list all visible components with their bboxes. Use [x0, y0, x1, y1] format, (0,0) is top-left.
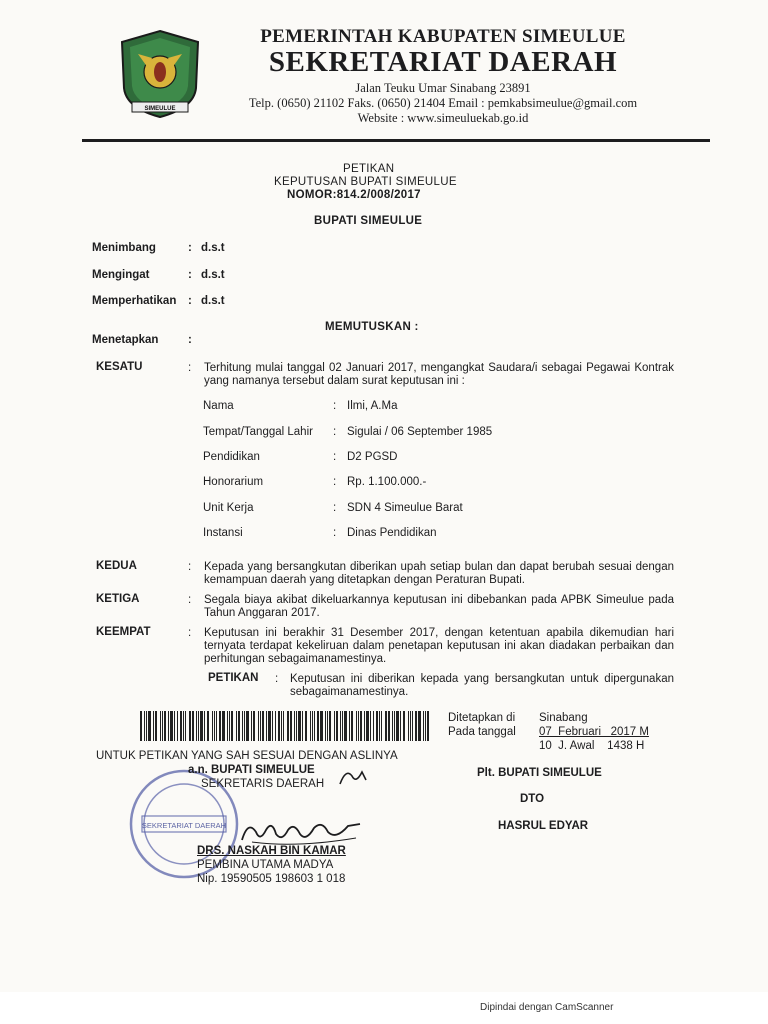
mengingat-value: d.s.t — [201, 269, 225, 281]
kedua-text: Kepada yang bersangkutan diberikan upah setiap bulan dan dapat berubah sesuai dengan kemampuan daerah yang ditetapkan dengan Peraturan Bupati. — [204, 561, 674, 586]
letterhead-government: PEMERINTAH KABUPATEN SIMEULUE — [260, 26, 626, 47]
barcode-bar — [394, 711, 395, 741]
barcode-bar — [266, 711, 267, 741]
barcode-bar — [385, 711, 387, 741]
mengingat-label: Mengingat — [92, 269, 150, 281]
barcode-bar — [310, 711, 311, 741]
paraf-initial — [336, 762, 376, 792]
barcode-bar — [231, 711, 233, 741]
petikan-note-text: Keputusan ini diberikan kepada yang bersangkutan untuk dipergunakan sebagaimanamestinya. — [290, 673, 674, 698]
barcode-bar — [189, 711, 191, 741]
left-an-bupati: a.n. BUPATI SIMEULUE — [188, 764, 315, 776]
barcode-bar — [408, 711, 409, 741]
kesatu-sep: : — [188, 362, 192, 374]
scanner-watermark: Dipindai dengan CamScanner — [480, 1002, 614, 1013]
right-signatory-dto: DTO — [520, 793, 545, 805]
detail-sep-unitkerja: : — [333, 502, 337, 514]
barcode-bar — [198, 711, 199, 741]
detail-sep-instansi: : — [333, 527, 337, 539]
barcode-bar — [183, 711, 184, 741]
memperhatikan-label: Memperhatikan — [92, 295, 177, 307]
barcode-bar — [381, 711, 382, 741]
letterhead-address: Jalan Teuku Umar Sinabang 23891 — [355, 81, 531, 95]
barcode-bar — [403, 711, 405, 741]
barcode-bar — [204, 711, 205, 741]
detail-label-honorarium: Honorarium — [203, 476, 264, 488]
detail-label-ttl: Tempat/Tanggal Lahir — [203, 426, 313, 438]
keempat-label: KEEMPAT — [96, 626, 151, 638]
barcode-bar — [370, 711, 371, 741]
keempat-text: Keputusan ini berakhir 31 Desember 2017, dengan ketentuan apabila dikemudian hari ternyata terdapat kekeliruan dalam penetapan keputusan ini akan diadakan perbaikan dan perhitungan sebagaimanamestinya. — [204, 627, 674, 665]
menimbang-label: Menimbang — [92, 242, 156, 254]
barcode-bar — [340, 711, 341, 741]
barcode-bar — [415, 711, 417, 741]
barcode-bar — [262, 711, 264, 741]
barcode-bar — [287, 711, 289, 741]
document-barcode — [140, 711, 432, 741]
barcode-bar — [344, 711, 347, 741]
barcode-bar — [272, 711, 273, 741]
barcode-bar — [246, 711, 249, 741]
detail-label-pendidikan: Pendidikan — [203, 451, 260, 463]
right-signatory-title: Plt. BUPATI SIMEULUE — [477, 767, 602, 779]
ditetapkan-label: Ditetapkan di — [448, 712, 516, 724]
barcode-bar — [290, 711, 292, 741]
barcode-bar — [146, 711, 147, 741]
memperhatikan-sep: : — [188, 295, 192, 307]
left-signatory-rank: PEMBINA UTAMA MADYA — [197, 859, 334, 871]
barcode-bar — [302, 711, 303, 741]
barcode-bar — [162, 711, 163, 741]
barcode-bar — [238, 711, 240, 741]
kedua-sep: : — [188, 561, 192, 573]
ditetapkan-value: Sinabang — [539, 712, 588, 724]
barcode-bar — [314, 711, 315, 741]
detail-sep-nama: : — [333, 400, 337, 412]
stamp-text: SEKRETARIAT DAERAH — [141, 821, 227, 830]
detail-label-instansi: Instansi — [203, 527, 243, 539]
letterhead-rule — [82, 139, 710, 142]
barcode-bar — [260, 711, 261, 741]
barcode-bar — [283, 711, 284, 741]
left-signatory-nip: Nip. 19590505 198603 1 018 — [197, 873, 346, 885]
barcode-bar — [251, 711, 252, 741]
ketiga-label: KETIGA — [96, 593, 140, 605]
detail-value-ttl: Sigulai / 06 September 1985 — [347, 426, 493, 438]
footer-band — [0, 992, 768, 1024]
menetapkan-label: Menetapkan — [92, 334, 159, 346]
barcode-bar — [155, 711, 157, 741]
memperhatikan-value: d.s.t — [201, 295, 225, 307]
barcode-bar — [312, 711, 313, 741]
barcode-bar — [153, 711, 154, 741]
barcode-bar — [410, 711, 411, 741]
barcode-bar — [388, 711, 390, 741]
petikan-note-sep: : — [275, 673, 279, 685]
regency-emblem-logo — [118, 28, 202, 120]
barcode-bar — [334, 711, 335, 741]
barcode-bar — [180, 711, 182, 741]
barcode-bar — [148, 711, 151, 741]
barcode-bar — [177, 711, 178, 741]
title-keputusan: KEPUTUSAN BUPATI SIMEULUE — [274, 176, 457, 188]
barcode-bar — [351, 711, 353, 741]
copy-legalization-line: UNTUK PETIKAN YANG SAH SESUAI DENGAN ASLINYA — [96, 750, 398, 762]
letterhead — [218, 26, 668, 126]
right-signatory-name: HASRUL EDYAR — [498, 820, 589, 832]
logo-caption: SIMEULUE — [144, 106, 176, 112]
barcode-bar — [360, 711, 362, 741]
barcode-bar — [329, 711, 331, 741]
barcode-bar — [320, 711, 323, 741]
barcode-bar — [281, 711, 282, 741]
detail-value-nama: Ilmi, A.Ma — [347, 400, 398, 412]
title-bupati: BUPATI SIMEULUE — [314, 215, 423, 227]
mengingat-sep: : — [188, 269, 192, 281]
barcode-bar — [174, 711, 175, 741]
barcode-bar — [418, 711, 421, 741]
kesatu-label: KESATU — [96, 361, 143, 373]
barcode-bar — [196, 711, 197, 741]
kesatu-text: Terhitung mulai tanggal 02 Januari 2017, mengangkat Saudara/i sebagai Pegawai Kontrak yang namanya tersebut dalam surat keputusan ini : — [204, 362, 674, 387]
barcode-bar — [366, 711, 369, 741]
barcode-bar — [170, 711, 173, 741]
detail-label-nama: Nama — [203, 400, 234, 412]
barcode-bar — [325, 711, 326, 741]
tanggal-hijriah: 10 J. Awal 1438 H — [539, 740, 645, 752]
kedua-label: KEDUA — [96, 560, 137, 572]
barcode-bar — [164, 711, 166, 741]
barcode-bar — [253, 711, 255, 741]
barcode-bar — [219, 711, 221, 741]
title-nomor: NOMOR:814.2/008/2017 — [287, 189, 421, 201]
barcode-bar — [242, 711, 243, 741]
left-signatory-name: DRS. NASKAH BIN KAMAR — [197, 845, 346, 857]
letterhead-website: Website : www.simeuluekab.go.id — [357, 111, 529, 125]
detail-label-unitkerja: Unit Kerja — [203, 502, 254, 514]
menimbang-sep: : — [188, 242, 192, 254]
barcode-bar — [207, 711, 209, 741]
barcode-bar — [400, 711, 401, 741]
barcode-bar — [268, 711, 271, 741]
barcode-bar — [305, 711, 307, 741]
tanggal-label: Pada tanggal — [448, 726, 516, 738]
barcode-bar — [412, 711, 413, 741]
barcode-bar — [168, 711, 169, 741]
barcode-bar — [298, 711, 301, 741]
barcode-bar — [425, 711, 426, 741]
barcode-bar — [356, 711, 357, 741]
barcode-bar — [379, 711, 380, 741]
detail-value-unitkerja: SDN 4 Simeulue Barat — [347, 502, 463, 514]
title-petikan: PETIKAN — [343, 163, 395, 175]
barcode-bar — [294, 711, 295, 741]
barcode-bar — [317, 711, 319, 741]
barcode-bar — [212, 711, 213, 741]
letterhead-office: SEKRETARIAT DAERAH — [268, 46, 618, 78]
barcode-bar — [376, 711, 378, 741]
barcode-bar — [244, 711, 245, 741]
detail-sep-honorarium: : — [333, 476, 337, 488]
barcode-bar — [358, 711, 359, 741]
barcode-bar — [229, 711, 230, 741]
barcode-bar — [327, 711, 328, 741]
keempat-sep: : — [188, 627, 192, 639]
detail-sep-ttl: : — [333, 426, 337, 438]
detail-value-honorarium: Rp. 1.100.000.- — [347, 476, 427, 488]
petikan-note-label: PETIKAN — [208, 672, 259, 684]
barcode-bar — [216, 711, 217, 741]
barcode-bar — [160, 711, 161, 741]
ketiga-text: Segala biaya akibat dikeluarkannya keputusan ini dibebankan pada APBK Simeulue pada Tahun Anggaran 2017. — [204, 594, 674, 619]
detail-sep-pendidikan: : — [333, 451, 337, 463]
barcode-bar — [214, 711, 215, 741]
barcode-bar — [392, 711, 393, 741]
detail-value-instansi: Dinas Pendidikan — [347, 527, 437, 539]
barcode-bar — [296, 711, 297, 741]
barcode-bar — [222, 711, 225, 741]
barcode-bar — [227, 711, 228, 741]
barcode-bar — [185, 711, 186, 741]
ketiga-sep: : — [188, 594, 192, 606]
left-role: SEKRETARIS DAERAH — [201, 778, 325, 790]
barcode-bar — [192, 711, 194, 741]
detail-value-pendidikan: D2 PGSD — [347, 451, 398, 463]
barcode-bar — [336, 711, 338, 741]
barcode-bar — [396, 711, 399, 741]
barcode-bar — [258, 711, 259, 741]
menimbang-value: d.s.t — [201, 242, 225, 254]
barcode-bar — [349, 711, 350, 741]
barcode-bar — [200, 711, 203, 741]
barcode-bar — [278, 711, 280, 741]
letterhead-contact: Telp. (0650) 21102 Faks. (0650) 21404 Email : pemkabsimeulue@gmail.com — [248, 96, 638, 110]
barcode-bar — [427, 711, 429, 741]
memutuskan-heading: MEMUTUSKAN : — [325, 321, 419, 333]
barcode-bar — [423, 711, 424, 741]
barcode-bar — [364, 711, 365, 741]
barcode-bar — [275, 711, 276, 741]
menetapkan-sep: : — [188, 334, 192, 346]
barcode-bar — [236, 711, 237, 741]
barcode-bar — [342, 711, 343, 741]
barcode-bar — [373, 711, 374, 741]
barcode-bar — [144, 711, 145, 741]
barcode-bar — [140, 711, 142, 741]
tanggal-masehi: 07 Februari 2017 M — [539, 726, 649, 738]
